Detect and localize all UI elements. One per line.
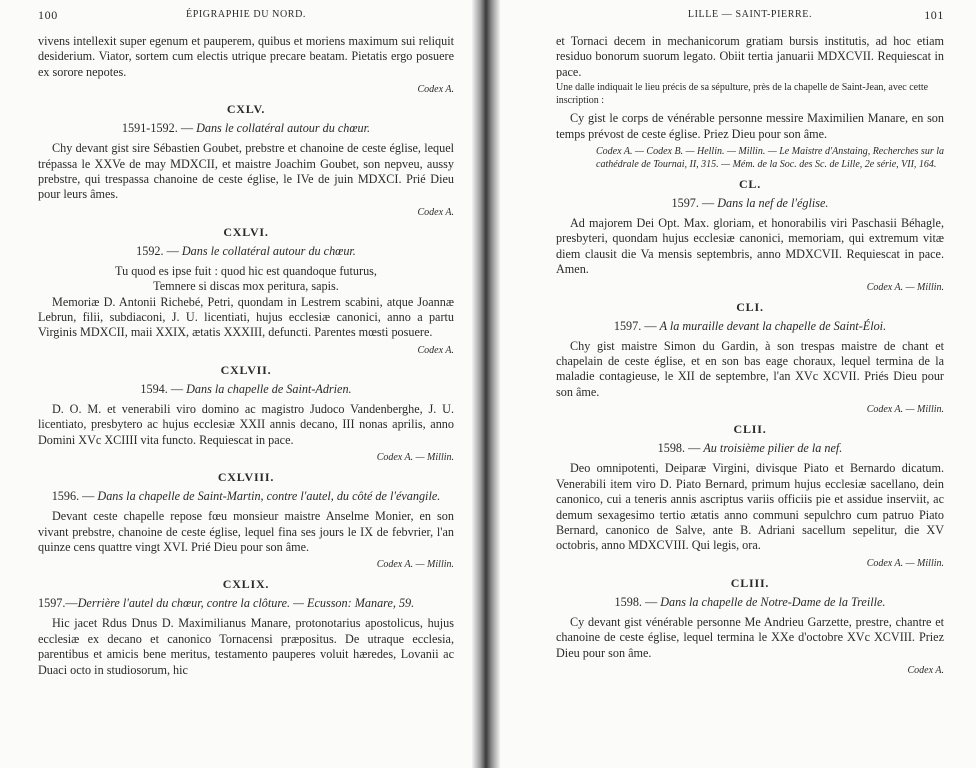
source-citation: Codex A. — Millin. [866, 281, 944, 293]
running-title: LILLE — SAINT-PIERRE. [687, 9, 813, 20]
entry-location: Dans la chapelle de Notre-Dame de la Treille. [660, 594, 886, 609]
entry-heading [556, 319, 944, 334]
entry-location: Dans la nef de l'église. [717, 196, 829, 211]
running-head [38, 8, 454, 26]
entry-date: 1597. — [671, 196, 715, 211]
entry-date: 1594. — [140, 381, 184, 396]
inscription-text: Hic jacet Rdus Dnus D. Maximilianus Manare, protonotarius apostolicus, hujus ecclesiæ ex decano et canonico Tornacensi præpositus. De utraque ecclesia, parentibus et amicis bene meritus, testamento pauperes voluit hæredes, Lovanii ac Duaci octo in studiosorum, hic [38, 616, 454, 677]
inscription-text: Cy devant gist vénérable personne Me Andrieu Garzette, prestre, chantre et chanoine de ceste église, lequel termina le XXe d'octobre XVc XCVIII. Priez Dieu pour son âme. [556, 614, 944, 660]
source-citation: Codex A. [907, 664, 944, 676]
source-citation: Codex A. — Millin. [866, 557, 944, 569]
entry-location: Au troisième pilier de la nef. [703, 441, 843, 456]
left-page [0, 0, 472, 768]
entry-number: CLII. [733, 422, 767, 437]
entry-location: Derrière l'autel du chœur, contre la clôture. — Ecusson: Manare, 59. [77, 596, 415, 611]
entry-number: CLIII. [730, 575, 770, 590]
entry-heading [38, 382, 454, 397]
source-citation: Codex A. — Millin. [376, 559, 454, 571]
running-head [556, 8, 944, 26]
editor-note: Une dalle indiquait le lieu précis de sa sépulture, près de la chapelle de Saint-Jean, avec cette inscription : [556, 82, 929, 106]
entry-number: CXLIX. [222, 577, 270, 592]
inscription-text: Devant ceste chapelle repose fœu monsieur maistre Anselme Monier, en son vivant prebstre, chanoine de ceste église, lequel fina ses jours le IX de febvrier, l'an quinze cens quattre vingt XVI. Prié Dieu pour son âme. [38, 509, 454, 554]
page-number: 101 [924, 8, 944, 22]
entry-heading [38, 489, 454, 504]
entry-date: 1598. — [657, 441, 701, 456]
source-citation: Codex A. — Millin. [376, 452, 454, 464]
book-gutter [472, 0, 500, 768]
entry-heading [38, 121, 454, 136]
inscription-text: Ad majorem Dei Opt. Max. gloriam, et honorabilis viri Paschasii Béhagle, presbyteri, quondam hujus ecclesiæ canonici, memoriam, qui extremum vitæ diem clausit die Va mensis septembris, anno MDXCVII. Requiescat in pace. Amen. [556, 216, 944, 277]
entry-location: A la muraille devant la chapelle de Saint-Éloi. [659, 318, 887, 333]
continued-inscription: et Tornaci decem in mechanicorum gratiam bursis institutis, ad hoc etiam residuo bonorum suorum legato. Obiit tertia januarii MDXCVII. Requiescat in pace. [556, 34, 944, 79]
inscription-text: D. O. M. et venerabili viro domino ac magistro Judoco Vandenberghe, J. U. licentiato, presbytero ac hujus ecclesiæ XXII annis decano, III nonas aprilis, anno Domini XVc XCIIII vita functo. Requiescat in pace. [38, 401, 454, 447]
running-title: ÉPIGRAPHIE DU NORD. [185, 9, 306, 20]
entry-date: 1591-1592. — [121, 121, 194, 136]
entry-number: CLI. [736, 299, 764, 314]
entry-location: Dans le collatéral autour du chœur. [196, 121, 371, 136]
entry-number: CXLVIII. [217, 470, 275, 485]
entry-date: 1597.— [38, 596, 78, 611]
entry-heading [556, 441, 944, 456]
entry-heading [556, 595, 944, 610]
source-citation: Codex A. — Codex B. — Hellin. — Millin. — Le Maistre d'Anstaing, Recherches sur la cathédrale de Tournai, II, 315. — Mém. de la Soc. des Sc. de Lille, 2e série, VII, 164. [596, 146, 944, 171]
source-citation: Codex A. [417, 206, 454, 218]
entry-number: CXLV. [226, 102, 266, 117]
entry-date: 1592. — [136, 243, 179, 258]
entry-date: 1596. — [51, 489, 95, 504]
inscription-text: Chy devant gist sire Sébastien Goubet, prebstre et chanoine de ceste église, lequel trépassa le XXVe de may MDXCII, et maistre Joachim Goubet, son nepveu, aussy prebstre, qui trespassa chanoine de ceste église, le IVe de juin MDXCI. Prié Dieu pour leurs âmes. [38, 141, 454, 202]
inscription-text: Deo omnipotenti, Deiparæ Virgini, divisque Piato et Bernardo dicatum. Venerabili item viro D. Piato Bernard, primum hujus ecclesiæ sacellano, dein canonico, cui a teneris annis ascriptus variis officiis pie et assidue inserviit, ac demum sexagesimo tertio ætatis anno communi sepulchro cum patruo Piato Bernard, canonico de Salve, ante B. Adriani sacellum sepelitur, die XV octobris, anno MDXCVIII. Qui legis, ora. [556, 461, 944, 553]
page-number: 100 [38, 8, 58, 22]
entry-number: CL. [738, 177, 762, 192]
continued-inscription: vivens intellexit super egenum et pauperem, quibus et moriens maximum sui reliquit desiderium. Viator, sortem cum electis utrique precare beatam. Pietatis ergo posuere ex sorore nepotes. [38, 34, 454, 79]
verse-line: Tu quod es ipse fuit : quod hic est quandoque futurus, [115, 263, 377, 278]
entry-number: CXLVI. [223, 224, 269, 239]
source-citation: Codex A. — Millin. [866, 404, 944, 416]
entry-heading [38, 244, 454, 259]
source-citation: Codex A. [417, 344, 454, 356]
entry-number: CXLVII. [220, 362, 272, 377]
entry-location: Dans la chapelle de Saint-Martin, contre l'autel, du côté de l'évangile. [97, 489, 441, 504]
inscription-text: Chy gist maistre Simon du Gardin, à son trespas maistre de chant et chapelain de ceste église, et en son bas eage choraux, lequel termina de la maladie contagieuse, le XII de septembre, l'an XVc XCVII. Priés Dieu pour son âme. [556, 338, 944, 399]
verse-line: Temnere si discas mox peritura, sapis. [153, 279, 339, 294]
entry-location: Dans la chapelle de Saint-Adrien. [186, 381, 352, 396]
entry-date: 1597. — [613, 318, 657, 333]
right-page [500, 0, 976, 768]
entry-date: 1598. — [614, 594, 658, 609]
entry-location: Dans le collatéral autour du chœur. [181, 243, 356, 258]
entry-heading [556, 196, 944, 211]
source-citation: Codex A. [417, 84, 454, 96]
inscription-text: Memoriæ D. Antonii Richebé, Petri, quondam in Lestrem scabini, atque Joannæ Lebrun, filii, subdiaconi, J. U. licentiati, hujus ecclesiæ canonici, anno a partu Virginis MDXCII, maii XXIX, ætatis XXXIII, defuncti. Parentes mœsti posuere. [38, 294, 454, 340]
inscription-text: Cy gist le corps de vénérable personne messire Maximilien Manare, en son temps prévost de ceste église. Priez Dieu pour son âme. [556, 111, 944, 141]
entry-heading [38, 596, 454, 611]
